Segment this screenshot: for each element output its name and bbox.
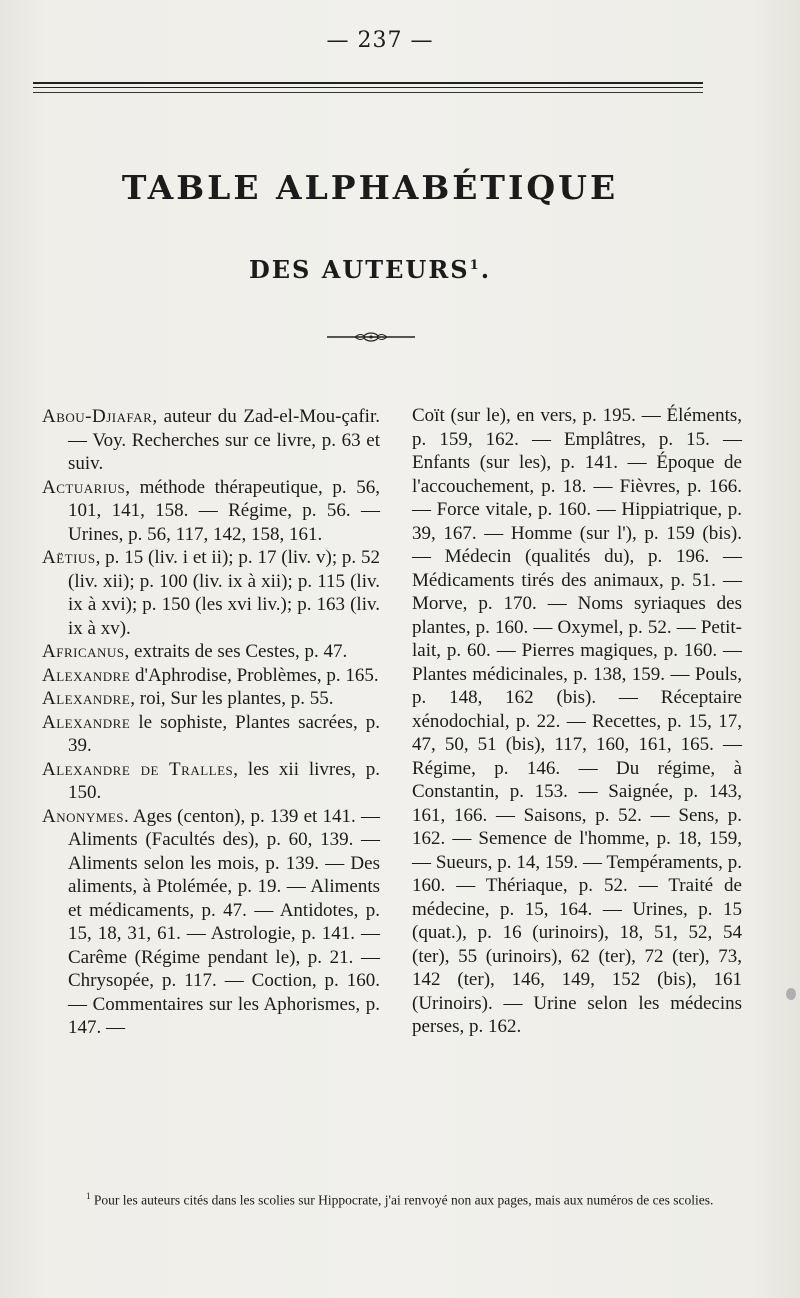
author-name: Anonymes — [42, 805, 125, 827]
index-entry — [42, 805, 380, 1040]
page-subtitle — [0, 255, 740, 284]
entry-text: , méthode thérapeutique, p. 56, 101, 141, 158. — Régime, p. 56. — Urines, p. 56, 117, 142, 158, 161. — [68, 476, 380, 545]
entry-text: d'Aphrodise, Problèmes, p. 165. — [130, 664, 379, 686]
author-name: Alexandre — [42, 688, 131, 709]
entry-continuation: Coït (sur le), en vers, p. 195. — Éléments, p. 159, 162. — Emplâtres, p. 15. — Enfants (sur les), p. 141. — Époque de l'accouchement, p. 18. — Fièvres, p. 166. — Force vitale, p. 160. — Hippiatrique, p. 39, 167. — Homme (sur l'), p. 159 (bis). — Médecin (qualités du), p. 196. — Médicaments tirés des animaux, p. 51. — Morve, p. 170. — Noms syriaques des plantes, p. 160. — Oxymel, p. 52. — Petit-lait, p. 60. — Pierres magiques, p. 160. — Plantes médicinales, p. 138, 159. — Pouls, p. 148, 162 (bis). — Réceptaire xénodochial, p. 22. — Recettes, p. 15, 17, 47, 50, 51 (bis), 117, 160, 161, 165. — Régime, p. 146. — Du régime, à Constantin, p. 153. — Saignée, p. 143, 161, 166. — Saisons, p. 52. — Sens, p. 162. — Semence de l'homme, p. 18, 159, — Sueurs, p. 14, 159. — Tempéraments, p. 160. — Thériaque, p. 52. — Traité de médecine, p. 15, 164. — Urines, p. 15 (quat.), p. 16 (urinoirs), 18, 51, 52, 54 (ter), 55 (urinoirs), 62 (ter), 72 (ter), 73, 142 (ter), 146, 149, 152 (bis), 161 (Urinoirs). — Urine selon les médecins perses, p. 162. — [412, 405, 742, 1037]
author-name: Alexandre — [42, 664, 131, 686]
footnote-text: Pour les auteurs cités dans les scolies sur Hippocrate, j'ai renvoyé non aux pages, mais aux numéros de ces scolies. — [93, 1192, 714, 1208]
left-column — [42, 405, 380, 1040]
subtitle-period: . — [480, 255, 492, 284]
footnote-mark: 1 — [86, 1191, 91, 1201]
footnote-reference: 1 — [469, 258, 481, 273]
entry-text: . Ages (centon), p. 139 et 141. — Aliments (Facultés des), p. 60, 139. — Aliments selon les mois, p. 139. — Des aliments, à Ptolémée, p. 19. — Aliments et médicaments, p. 47. — Antidotes, p. 15, 18, 31, 61. — Astrologie, p. 141. — Carême (Régime pendant le), p. 21. — Chrysopée, p. 117. — Coction, p. 160. — Commentaires sur les Aphorismes, p. 147. — — [68, 805, 380, 1038]
footnote — [62, 1186, 752, 1211]
index-entry — [42, 711, 380, 758]
page-number: — 237 — — [326, 28, 434, 53]
index-entry — [42, 405, 380, 476]
entry-text: le sophiste, Plantes sacrées, p. 39. — [68, 711, 380, 756]
index-entry — [42, 687, 380, 711]
author-name: Actuarius — [42, 476, 126, 498]
paper-speck — [786, 988, 796, 1000]
header-rule — [33, 82, 703, 88]
subtitle-text: DES AUTEURS — [248, 255, 470, 284]
index-entry — [42, 476, 380, 547]
index-entry — [42, 640, 380, 664]
index-entry — [42, 758, 380, 805]
author-name: Aëtius — [42, 547, 96, 568]
author-name: Africanus — [42, 641, 125, 662]
entry-text: , auteur du Zad-el-Mou-çafir. — Voy. Recherches sur ce livre, p. 63 et suiv. — [68, 406, 380, 474]
page-title: TABLE ALPHABÉTIQUE — [121, 168, 619, 207]
index-entry — [42, 546, 380, 640]
author-name: Alexandre de Tralles — [42, 758, 234, 780]
author-name: Abou-Djiafar — [42, 406, 153, 427]
entry-text: , extraits de ses Cestes, p. 47. — [124, 641, 348, 662]
index-entry — [42, 664, 380, 688]
author-name: Alexandre — [42, 711, 131, 733]
entry-text: , roi, Sur les plantes, p. 55. — [130, 688, 334, 709]
entry-text: , les xii livres, p. 150. — [68, 758, 380, 803]
right-column — [412, 404, 742, 1039]
ornament-divider — [325, 330, 417, 344]
entry-text: , p. 15 (liv. i et ii); p. 17 (liv. v); p. 52 (liv. xii); p. 100 (liv. ix à xii); p. 115 (liv. ix à xvi); p. 150 (les xvi liv.); p. 163 (liv. ix à xv). — [68, 547, 380, 639]
